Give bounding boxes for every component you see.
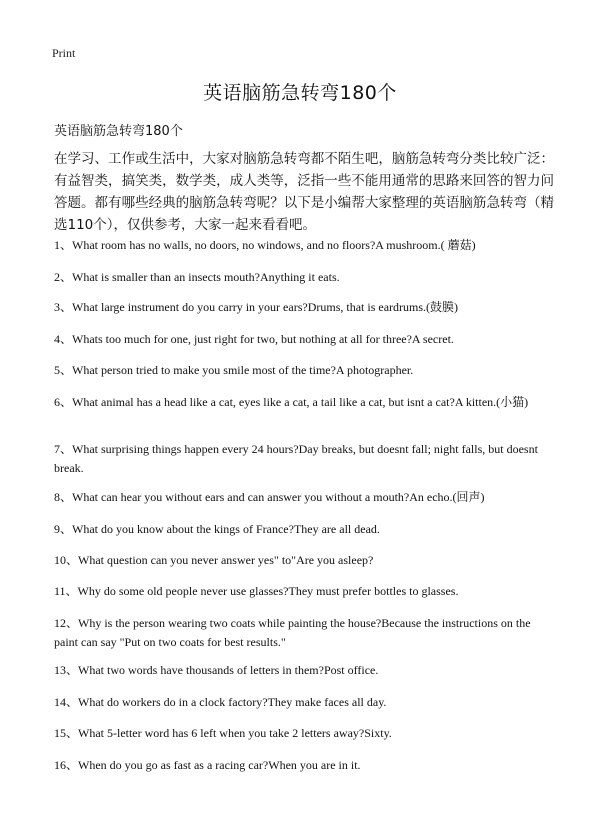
qa-item-7: 7、What surprising things happen every 24 hours?Day breaks, but doesnt fall; night falls, but doesnt break. bbox=[54, 442, 538, 475]
qa-item-3: 3、What large instrument do you carry in your ears?Drums, that is eardrums.(鼓膜) bbox=[54, 300, 459, 314]
qa-item-12: 12、Why is the person wearing two coats while painting the house?Because the instructions on the paint can say "Put on two coats for best results." bbox=[54, 616, 531, 649]
qa-item-15: 15、What 5-letter word has 6 left when you take 2 letters away?Sixty. bbox=[54, 726, 392, 740]
qa-item-9: 9、What do you know about the kings of France?They are all dead. bbox=[54, 522, 380, 536]
qa-item-11: 11、Why do some old people never use glasses?They must prefer bottles to glasses. bbox=[54, 584, 459, 598]
qa-item-16: 16、When do you go as fast as a racing car?When you are in it. bbox=[54, 758, 361, 772]
intro-paragraph: 在学习、工作或生活中，大家对脑筋急转弯都不陌生吧，脑筋急转弯分类比较广泛：有益智类，搞笑类，数学类，成人类等，泛指一些不能用通常的思路来回答的智力问答题。都有哪些经典的脑筋急转弯呢？以下是小编帮大家整理的英语脑筋急转弯（精选110个），仅供参考，大家一起来看看吧。 bbox=[54, 151, 554, 233]
print-link[interactable]: Print bbox=[52, 46, 76, 60]
qa-item-2: 2、What is smaller than an insects mouth?Anything it eats. bbox=[54, 270, 340, 284]
page-title: 英语脑筋急转弯180个 bbox=[203, 82, 397, 104]
qa-item-8: 8、What can hear you without ears and can answer you without a mouth?An echo.(回声) bbox=[54, 490, 485, 504]
qa-item-10: 10、What question can you never answer yes" to"Are you asleep? bbox=[54, 553, 374, 567]
qa-item-13: 13、What two words have thousands of letters in them?Post office. bbox=[54, 663, 379, 677]
qa-item-1: 1、What room has no walls, no doors, no windows, and no floors?A mushroom.( 蘑菇) bbox=[54, 238, 476, 252]
qa-item-6: 6、What animal has a head like a cat, eyes like a cat, a tail like a cat, but isnt a cat?A kitten.(小猫) bbox=[54, 395, 529, 409]
article-subtitle: 英语脑筋急转弯180个 bbox=[54, 124, 183, 139]
qa-item-4: 4、Whats too much for one, just right for two, but nothing at all for three?A secret. bbox=[54, 332, 454, 346]
qa-item-14: 14、What do workers do in a clock factory?They make faces all day. bbox=[54, 695, 387, 709]
qa-item-5: 5、What person tried to make you smile most of the time?A photographer. bbox=[54, 363, 414, 377]
